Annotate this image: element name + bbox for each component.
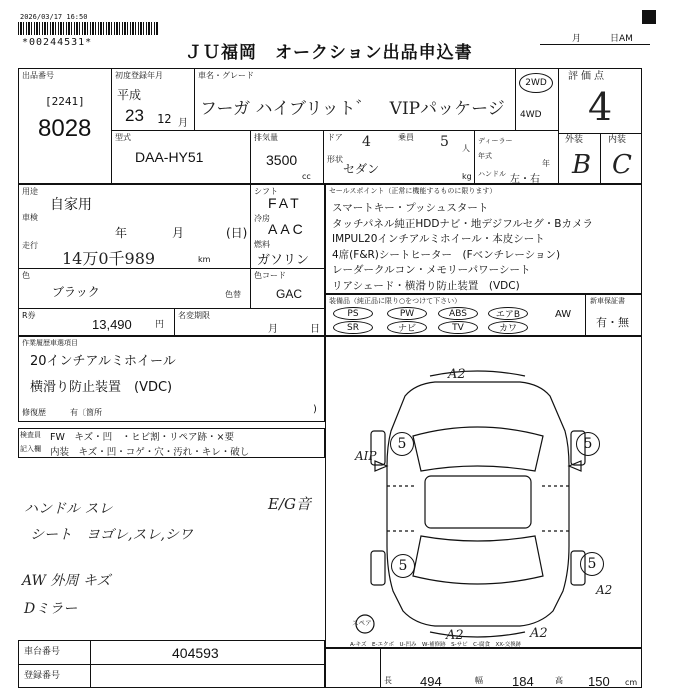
equipment-option: カワ [488, 321, 528, 334]
equipment-option: ABS [438, 307, 478, 320]
print-timestamp: 2026/03/17 16:50 [20, 13, 88, 21]
interior-grade: C [612, 150, 632, 180]
exterior-grade: B [572, 150, 592, 180]
windshield [413, 427, 543, 471]
color-label: 色 [22, 271, 30, 280]
sales-point-item: スマートキー・プッシュスタート [332, 202, 489, 214]
equipment-option: ナビ [387, 321, 427, 334]
color-value: ブラック [52, 285, 100, 299]
inspection-day: (日) [226, 226, 248, 240]
body-label: 形状 [327, 155, 343, 164]
purpose-label: 用途 [22, 187, 38, 196]
model-label: 型式 [115, 133, 131, 142]
sales-point-item: タッチパネル純正HDDナビ・地デジフルセグ・Bカメラ [332, 217, 594, 230]
month-label: 月 [572, 34, 582, 44]
note-mirror: Dミラー [24, 601, 78, 617]
inspection-month: 月 [172, 226, 185, 240]
damage-circle-rear-right: 5 [580, 552, 604, 576]
notes-line-1: 20インチアルミホイール [30, 354, 176, 369]
register-label: 登録番号 [24, 671, 61, 681]
rear-window [413, 536, 543, 584]
car-number-label: 車台番号 [24, 647, 61, 657]
car-body-outline [387, 382, 569, 626]
note-handle: ハンドル スレ [24, 501, 113, 517]
equipment-option: PW [387, 307, 427, 320]
inspection-year: 年 [115, 226, 128, 240]
lot-bracket: [2241] [45, 95, 85, 108]
equipment-option: TV [438, 321, 478, 334]
shift-label: シフト [254, 187, 278, 196]
date-underline [540, 44, 650, 45]
registration-month: 12 [157, 112, 172, 126]
listing-label: 出品番号 [22, 71, 54, 80]
sales-point-item: レーダークルコン・メモリーパワーシート [332, 264, 531, 276]
sales-points-label: セールスポイント（正常に機能するものに限ります） [329, 187, 497, 195]
tax-label: R券 [22, 311, 36, 320]
equipment-aw: AW [555, 309, 572, 320]
registration-unit: 月 [178, 118, 188, 129]
color-change-label: 色替 [225, 290, 241, 299]
color-code: GAC [276, 287, 303, 301]
model-code: DAA-HY51 [135, 149, 204, 165]
mileage-label: 走行 [22, 241, 38, 250]
day-label: 日AM [610, 34, 633, 44]
score-value: 4 [588, 85, 613, 129]
height-value: 150 [588, 674, 610, 689]
mark-a2-tail: A2 [596, 583, 613, 597]
mark-a2-front: A2 [448, 367, 466, 382]
doors-label: ドア [327, 133, 343, 142]
equipment-option: SR [333, 321, 373, 334]
mark-a2-rear-left: A2 [446, 628, 464, 643]
displacement-label: 排気量 [254, 133, 278, 142]
mark-a2-rear-right: A2 [530, 626, 548, 641]
mileage-unit: km [198, 255, 211, 264]
seats-unit: 人 [462, 144, 470, 153]
vehicle-name-label: 車名・グレード [198, 71, 254, 80]
notes-label: 作業履歴車選項目 [22, 339, 78, 347]
dealer-year: 年 [542, 159, 550, 168]
repair-value: 有〔箇所 [70, 408, 102, 417]
roof [425, 476, 531, 528]
dealer-label: ディーラー [478, 137, 513, 145]
drive-4wd: 4WD [520, 110, 542, 120]
year-model-label: 年式 [478, 152, 492, 160]
doors: 4 [362, 134, 371, 150]
length-value: 494 [420, 674, 442, 689]
sales-point-item: IMPUL20インチアルミホイール・本皮シート [332, 233, 545, 245]
seats-label: 乗員 [398, 133, 414, 142]
mark-airbag: AIP [355, 449, 377, 463]
mileage-value: 14万0千989 [62, 249, 156, 268]
listing-number: 8028 [38, 115, 92, 142]
note-engine-sound: E/G音 [268, 495, 311, 513]
width-value: 184 [512, 674, 534, 689]
transfer-month: 月 [268, 324, 278, 335]
car-number: 404593 [172, 645, 219, 661]
inspection-label: 車検 [22, 213, 38, 222]
width-label: 幅 [475, 676, 483, 685]
registration-year: 23 [125, 106, 144, 125]
form-title: ＪＵ福岡 オークション出品申込書 [185, 43, 473, 63]
color-code-label: 色コード [254, 271, 286, 280]
sales-point-item: 4席(F&R)シートヒーター (Fベンチレーション) [332, 248, 561, 261]
vehicle-name: フーガ ハイブリット゛ VIPパッケージ [200, 99, 505, 119]
purpose-value: 自家用 [50, 197, 92, 213]
displacement: 3500 [266, 152, 298, 168]
steering-value: 左・右 [510, 174, 540, 185]
ac-label: 冷房 [254, 214, 270, 223]
damage-circle-rear-left: 5 [391, 554, 415, 578]
repair-close: ) [313, 404, 317, 415]
inspector-row2-label: 記入欄 [20, 445, 41, 453]
rear-bumper [430, 632, 525, 637]
corner-mark [642, 10, 656, 24]
drive-2wd-circled: 2WD [519, 73, 553, 93]
sales-point-item: リアシェード・横滑り防止装置 (VDC) [332, 279, 520, 292]
inspector-row2: 内装 キズ・凹・コゲ・穴・汚れ・キレ・破し [50, 447, 250, 458]
note-aw: AW 外周 キズ [22, 573, 111, 589]
barcode [18, 22, 158, 35]
tax-unit: 円 [155, 320, 165, 330]
spare-label: スペア [352, 619, 372, 627]
fuel-value: ガソリン [257, 253, 310, 268]
steering-label: ハンドル [478, 170, 506, 178]
wheel-rear-left [371, 551, 385, 585]
equipment-label: 装備品（純正品に限り○をつけて下さい） [329, 297, 462, 305]
damage-circle-front-left: 5 [390, 432, 414, 456]
body-type: セダン [343, 162, 380, 176]
warranty-label: 新車保証書 [590, 297, 625, 305]
exterior-label: 外装 [565, 135, 584, 145]
score-label: 評価点 [568, 71, 607, 82]
length-label: 長 [384, 676, 392, 685]
warranty-value: 有・無 [596, 316, 629, 329]
repair-label: 修復歴 [22, 408, 46, 417]
car-diagram [325, 336, 642, 648]
registration-era: 平成 [117, 88, 142, 102]
height-label: 高 [555, 676, 563, 685]
shift-value: FAT [268, 195, 302, 211]
displacement-unit: cc [302, 172, 311, 181]
height-unit: cm [625, 678, 638, 687]
notes-line-2: 横滑り防止装置 (VDC) [30, 380, 173, 395]
damage-circle-front-right: 5 [576, 432, 600, 456]
diagram-legend: A-キズ E-エクボ U-凹み W-補修跡 S-サビ C-腐食 XX-交換跡 [350, 642, 522, 648]
registration-label: 初度登録年月 [115, 71, 163, 80]
front-bumper [430, 371, 525, 376]
note-seat: シート ヨゴレ,スレ,シワ [30, 527, 193, 543]
equipment-option: エアB [488, 307, 528, 320]
interior-label: 内装 [608, 135, 627, 145]
fuel-label: 燃料 [254, 240, 270, 249]
transfer-day: 日 [310, 324, 320, 335]
seats: 5 [440, 134, 449, 150]
barcode-number: *00244531* [22, 37, 93, 48]
ac-value: AAC [268, 221, 306, 237]
tax-amount: 13,490 [92, 317, 132, 332]
transfer-label: 名変期限 [178, 311, 210, 320]
inspector-row1-label: 検査員 [20, 431, 41, 439]
load-unit: kg [462, 172, 472, 181]
inspector-row1: FW キズ・凹 ・ヒビ割・リペア跡・×要 [50, 432, 234, 443]
equipment-option: PS [333, 307, 373, 320]
